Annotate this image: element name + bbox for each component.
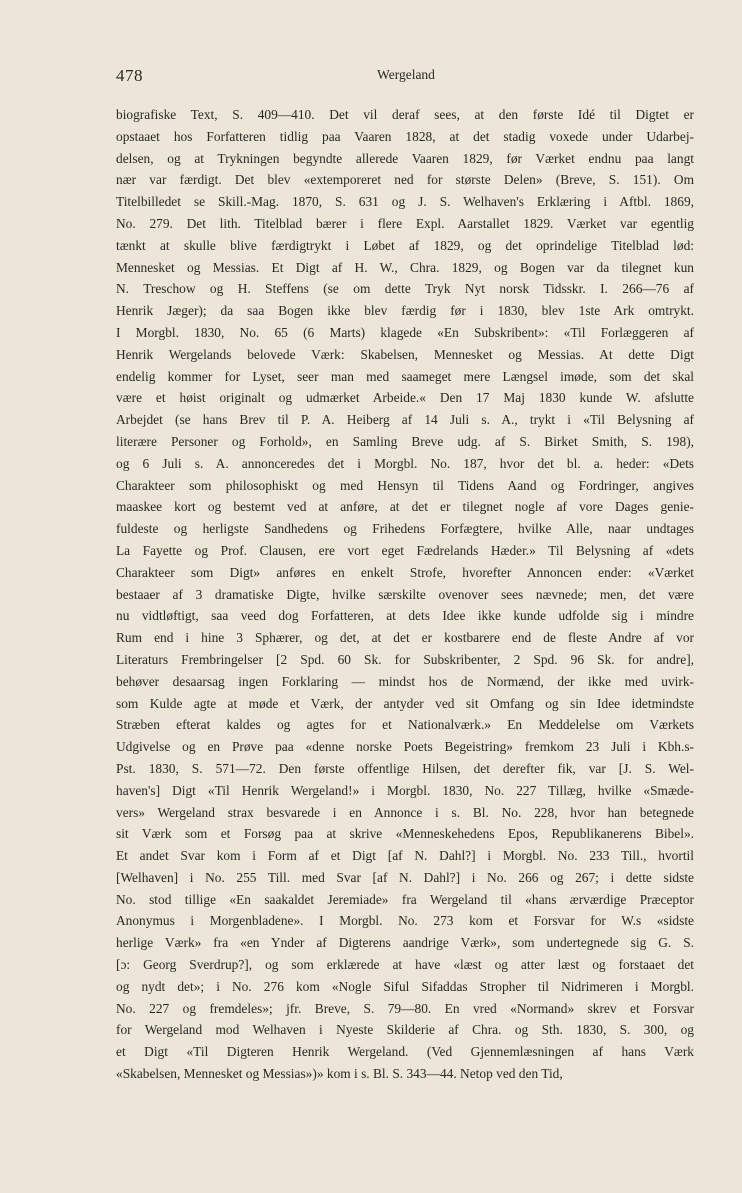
text-line: Pst. 1830, S. 571—72. Den første offentlige Hilsen, det derefter fik, var [J. S. Wel- [116,760,694,776]
text-line: No. 227 og fremdeles»; jfr. Breve, S. 79—80. En vred «Normand» skrev et Forsvar [116,1000,694,1016]
text-line: sit Værk som et Forsøg paa at skrive «Menneskehedens Epos, Republikanerens Bibel». [116,826,694,842]
body-text [116,104,694,1085]
text-line: Henrik Wergelands belovede Værk: Skabelsen, Mennesket og Messias. At dette Digt [116,346,694,362]
text-line: La Fayette og Prof. Clausen, ere vort eget Fædrelands Hæder.» Til Belysning af «dets [116,542,694,558]
text-line: biografiske Text, S. 409—410. Det vil deraf sees, at den første Idé til Digtet er [116,107,694,122]
text-line: endelig kommer for Lyset, seer man med saameget mere Længsel imøde, som det skal [116,368,694,384]
text-line: Mennesket og Messias. Et Digt af H. W., Chra. 1829, og Bogen var da tilegnet kun [116,259,694,275]
text-line: nær var færdigt. Det blev «extemporeret ned for største Delen» (Breve, S. 151). Om [116,172,694,188]
text-line: og nydt det»; i No. 276 kom «Nogle Siful Sifaddas Stropher til Nidrimeren i Morgbl. [116,978,694,994]
text-line: literære Personer og Forhold», en Samling Breve udg. af S. Birket Smith, S. 198), [116,433,694,449]
text-line: nu vidtløftigt, saa veed dog Forfatteren, at dets Idee ikke kunde udfolde sig i mindre [116,608,694,624]
text-line: No. 279. Det lith. Titelblad bærer i flere Expl. Aarstallet 1829. Værket var egentlig [116,215,694,231]
text-line: Et andet Svar kom i Form af et Digt [af N. Dahl?] i Morgbl. No. 233 Till., hvortil [116,848,694,864]
text-line: Charakteer som philosophiskt og med Hensyn til Tidens Aand og Fordringer, angives [116,477,694,493]
text-line: delsen, og at Trykningen begyndte allerede Vaaren 1829, før Værket endnu paa langt [116,150,694,166]
text-line: for Wergeland mod Welhaven i Nyeste Skilderie af Chra. og Sth. 1830, S. 300, og [116,1022,694,1038]
text-line: I Morgbl. 1830, No. 65 (6 Marts) klagede «En Subskribent»: «Til Forlæggeren af [116,324,694,340]
text-line: Stræben efterat kaldes og agtes for et Nationalværk.» En Meddelelse om Værkets [116,717,694,733]
text-line: bestaaer af 3 dramatiske Digte, hvilke særskilte ovenover sees nævnede; men, det være [116,586,694,602]
text-line: maaskee kort og bestemt ved at anføre, at det er tilegnet nogle af vore Dages genie- [116,499,694,515]
text-line: haven's] Digt «Til Henrik Wergeland!» i Morgbl. 1830, No. 227 Tillæg, hvilke «Smæde- [116,782,694,798]
text-line: N. Treschow og H. Steffens (se om dette Tryk Nyt norsk Tidsskr. I. 266—76 af [116,281,694,297]
text-line: og 6 Juli s. A. annonceredes det i Morgbl. No. 187, hvor det bl. a. heder: «Dets [116,455,694,471]
text-line: Charakteer som Digt» anføres en enkelt Strofe, hvorefter Annoncen ender: «Værket [116,564,694,580]
text-line: «Skabelsen, Mennesket og Messias»)» kom i s. Bl. S. 343—44. Netop ved den Tid, [116,1066,563,1082]
text-line: Titelbilledet se Skill.-Mag. 1870, S. 631 og J. S. Welhaven's Erklæring i Aftbl. 1869, [116,194,694,210]
text-line: Arbejdet (se hans Brev til P. A. Heiberg af 14 Juli s. A., trykt i «Til Belysning af [116,412,694,428]
text-line: være et høist originalt og udmærket Arbeide.« Den 17 Maj 1830 kunde W. afslutte [116,390,694,406]
text-line: Udgivelse og en Prøve paa «denne norske Poets Begeistring» fremkom 23 Juli i Kbh.s- [116,739,694,755]
page-number: 478 [116,66,143,85]
page-header [116,66,696,88]
text-line: fuldeste og herligste Sandhedens og Frihedens Forfægtere, hvilke Alle, naar undtages [116,521,694,537]
text-line: [ɔ: Georg Sverdrup?], og som erklærede at have «læst og atter læst og forstaaet det [116,957,694,973]
text-line: No. stod tillige «En saakaldet Jeremiade» fra Wergeland til «hans ærværdige Præceptor [116,891,694,907]
text-line: vers» Wergeland strax besvarede i en Annonce i s. Bl. No. 228, hvor han betegnede [116,804,694,820]
text-line: Rum end i hine 3 Sphærer, og det, at det er kostbarere end de fleste Andre af vor [116,630,694,646]
running-head: Wergeland [377,67,435,82]
text-line: herlige Værk» fra «en Ynder af Digterens aandrige Værk», som undertegnede sig G. S. [116,935,694,951]
text-line: Literaturs Frembringelser [2 Spd. 60 Sk. for Subskribenter, 2 Spd. 96 Sk. for andre], [116,651,694,667]
text-line: Henrik Jæger); da saa Bogen ikke blev færdig før i 1830, blev 1ste Ark omtrykt. [116,303,694,319]
text-line: behøver desaarsag ingen Forklaring — mindst hos de Normænd, der ikke med uvirk- [116,673,694,689]
text-line: tænkt at skulle blive færdigtrykt i Løbet af 1829, og det oprindelige Titelblad lød: [116,237,694,253]
text-line: som Kulde agte at møde et Værk, der antyder ved sit Omfang og sin Idee idetmindste [116,695,694,711]
text-line: opstaaet hos Forfatteren tidlig paa Vaaren 1828, at det stadig voxede under Udarbej- [116,128,694,144]
text-line: [Welhaven] i No. 255 Till. med Svar [af N. Dahl?] i No. 266 og 267; i dette sidste [116,869,694,885]
text-line: et Digt «Til Digteren Henrik Wergeland. (Ved Gjennemlæsningen af hans Værk [116,1044,694,1060]
text-line: Anonymus i Morgenbladene». I Morgbl. No. 273 kom et Forsvar for W.s «sidste [116,913,694,929]
